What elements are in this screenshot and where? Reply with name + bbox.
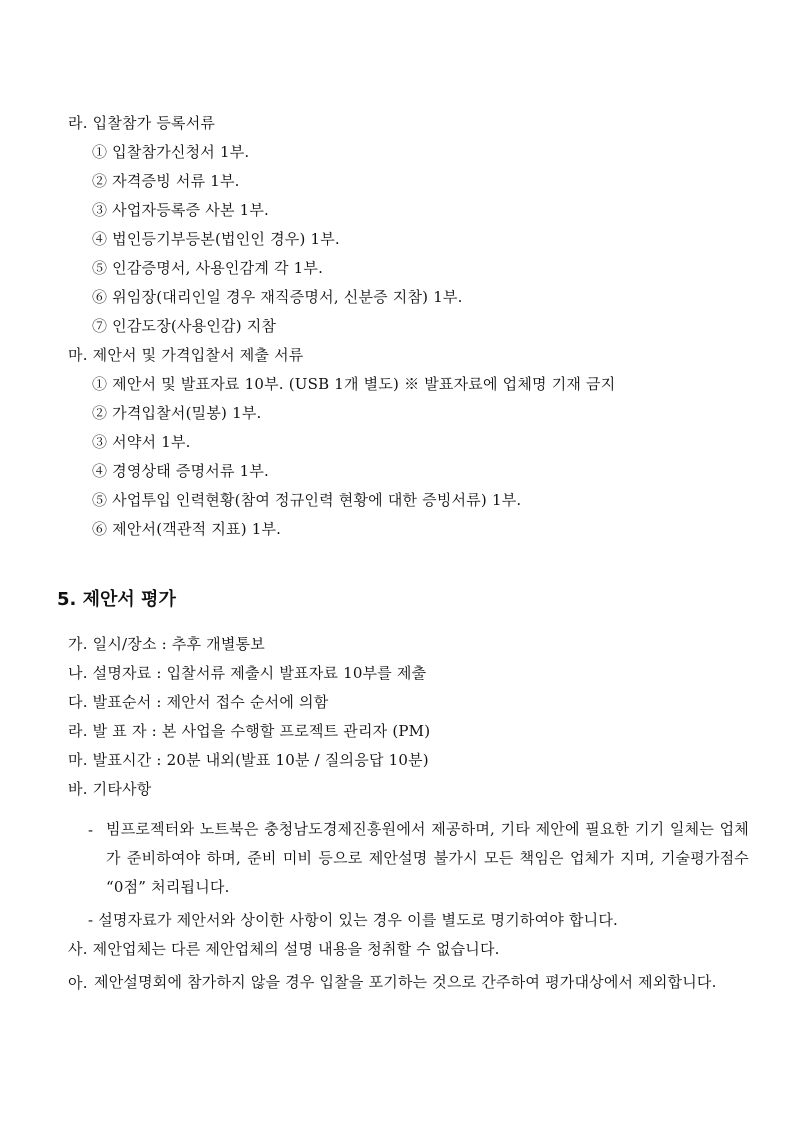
etc-bullet-1-text: 빔프로젝터와 노트북은 충청남도경제진흥원에서 제공하며, 기타 제안에 필요한 기기 일체는 업체가 준비하여야 하며, 준비 미비 등으로 제안설명 불가시 모든 책임은 업체가 지며, 기술평가점수 “0점” 처리됩니다. <box>106 820 749 896</box>
section-ra-item-6: ⑥ 위임장(대리인일 경우 재직증명서, 신분증 지참) 1부. <box>92 288 463 306</box>
section-ra-item-5: ⑤ 인감증명서, 사용인감계 각 1부. <box>92 259 324 277</box>
section-ma-item-3: ③ 서약서 1부. <box>92 433 191 451</box>
eval-item-time: 마. 발표시간 : 20분 내외(발표 10분 / 질의응답 10분) <box>68 751 429 769</box>
section-ra-item-4: ④ 법인등기부등본(법인인 경우) 1부. <box>92 230 340 248</box>
section-ra-item-1: ① 입찰참가신청서 1부. <box>92 143 250 161</box>
eval-item-order: 다. 발표순서 : 제안서 접수 순서에 의함 <box>68 693 329 711</box>
section-ra-item-2: ② 자격증빙 서류 1부. <box>92 172 240 190</box>
section-ma-title: 마. 제안서 및 가격입찰서 제출 서류 <box>68 346 304 364</box>
eval-item-a-text: 제안설명회에 참가하지 않을 경우 입찰을 포기하는 것으로 간주하여 평가대상에서 제외합니다. <box>94 973 717 991</box>
section-ma-item-6: ⑥ 제안서(객관적 지표) 1부. <box>92 520 282 538</box>
eval-item-materials: 나. 설명자료 : 입찰서류 제출시 발표자료 10부를 제출 <box>68 664 427 682</box>
eval-item-a-label: 아. <box>68 974 88 992</box>
section-ma-item-5: ⑤ 사업투입 인력현황(참여 정규인력 현황에 대한 증빙서류) 1부. <box>92 491 522 509</box>
section-ra-title: 라. 입찰참가 등록서류 <box>68 114 216 132</box>
eval-item-sa: 사. 제안업체는 다른 제안업체의 설명 내용을 청취할 수 없습니다. <box>68 940 500 958</box>
etc-bullet-1-dash: - <box>88 821 94 839</box>
section-ra-item-7: ⑦ 인감도장(사용인감) 지참 <box>92 317 277 335</box>
section-5-heading: 5. 제안서 평가 <box>57 589 176 610</box>
eval-item-presenter: 라. 발 표 자 : 본 사업을 수행할 프로젝트 관리자 (PM) <box>68 722 431 740</box>
section-ma-item-4: ④ 경영상태 증명서류 1부. <box>92 462 270 480</box>
eval-item-etc-title: 바. 기타사항 <box>68 780 152 798</box>
eval-item-date-place: 가. 일시/장소 : 추후 개별통보 <box>68 635 265 653</box>
section-ra-item-3: ③ 사업자등록증 사본 1부. <box>92 201 270 219</box>
etc-bullet-2: - 설명자료가 제안서와 상이한 사항이 있는 경우 이를 별도로 명기하여야 합니다. <box>88 911 619 929</box>
section-ma-item-2: ② 가격입찰서(밀봉) 1부. <box>92 404 262 422</box>
section-ma-item-1: ① 제안서 및 발표자료 10부. (USB 1개 별도) ※ 발표자료에 업체명 기재 금지 <box>92 375 616 393</box>
